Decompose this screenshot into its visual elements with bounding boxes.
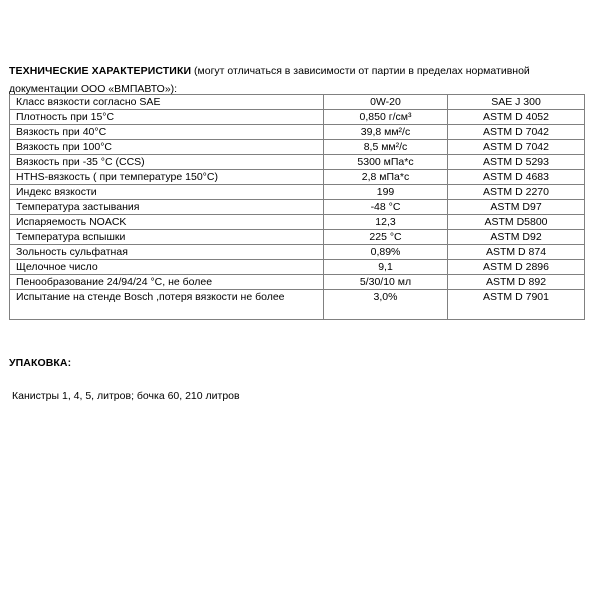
table-row [10,110,585,125]
spec-standard: ASTM D 892 [448,275,585,290]
spec-standard: ASTM D 7042 [448,140,585,155]
packaging-description: Канистры 1, 4, 5, литров; бочка 60, 210 литров [12,390,240,402]
spec-value: 0,850 г/см³ [324,110,448,125]
spec-name: Пенообразование 24/94/24 °С, не более [10,275,324,290]
spec-name: Индекс вязкости [10,185,324,200]
table-row [10,140,585,155]
spec-standard: ASTM D5800 [448,215,585,230]
table-row [10,290,585,320]
table-row [10,170,585,185]
spec-value: 0W-20 [324,95,448,110]
spec-standard: ASTM D 4683 [448,170,585,185]
spec-name: Щелочное число [10,260,324,275]
table-row [10,125,585,140]
spec-standard: ASTM D 2896 [448,260,585,275]
table-row [10,230,585,245]
spec-value: 199 [324,185,448,200]
spec-name: Вязкость при 40°С [10,125,324,140]
table-row [10,215,585,230]
spec-name: Плотность при 15°С [10,110,324,125]
intro-paragraph [9,62,591,98]
spec-name: Вязкость при 100°С [10,140,324,155]
spec-name: Класс вязкости согласно SAE [10,95,324,110]
spec-value: 8,5 мм²/с [324,140,448,155]
spec-value: 0,89% [324,245,448,260]
spec-standard: ASTM D97 [448,200,585,215]
spec-name: HTHS-вязкость ( при температуре 150°С) [10,170,324,185]
technical-specifications-table [9,94,585,320]
spec-value: 2,8 мПа*с [324,170,448,185]
section-heading-technical-specs: ТЕХНИЧЕСКИЕ ХАРАКТЕРИСТИКИ [9,64,192,77]
spec-value: 12,3 [324,215,448,230]
section-heading-packaging: УПАКОВКА: [9,357,72,369]
spec-value: 5300 мПа*с [324,155,448,170]
spec-value: -48 °С [324,200,448,215]
spec-value: 3,0% [324,290,448,320]
table-row [10,200,585,215]
spec-name: Испытание на стенде Bosch ,потеря вязкости не более [10,290,324,320]
spec-standard: ASTM D 4052 [448,110,585,125]
table-row [10,260,585,275]
spec-standard: ASTM D 5293 [448,155,585,170]
table-row [10,95,585,110]
table-row [10,155,585,170]
spec-name: Вязкость при -35 °С (ССS) [10,155,324,170]
spec-value: 5/30/10 мл [324,275,448,290]
spec-value: 9,1 [324,260,448,275]
spec-value: 39,8 мм²/с [324,125,448,140]
spec-name: Температура застывания [10,200,324,215]
table-row [10,275,585,290]
intro-note-text: (могут отличаться в зависимости от партии в пределах нормативной документации ООО «ВМПАВТО»): [9,64,530,95]
spec-standard: ASTM D 874 [448,245,585,260]
spec-standard: SAE J 300 [448,95,585,110]
spec-name: Зольность сульфатная [10,245,324,260]
spec-value: 225 °С [324,230,448,245]
spec-table-body [10,95,585,320]
spec-name: Температура вспышки [10,230,324,245]
table-row [10,245,585,260]
spec-standard: ASTM D 2270 [448,185,585,200]
spec-standard: ASTM D92 [448,230,585,245]
spec-standard: ASTM D 7901 [448,290,585,320]
spec-name: Испаряемость NOACK [10,215,324,230]
spec-standard: ASTM D 7042 [448,125,585,140]
table-row [10,185,585,200]
